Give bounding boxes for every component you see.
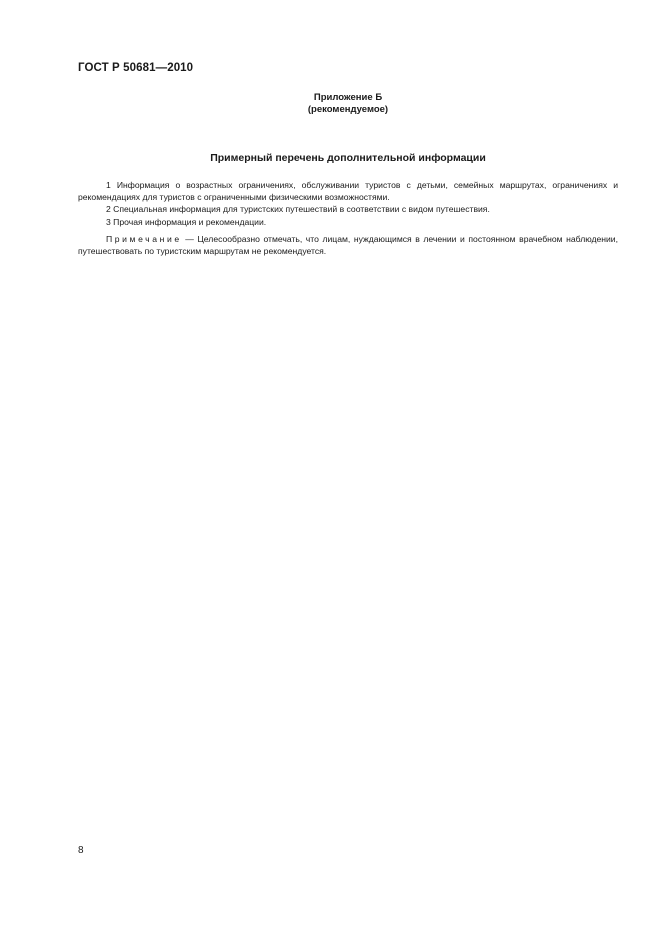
list-item: 1 Информация о возрастных ограничениях, обслуживании туристов с детьми, семейных маршрутах, ограничениях и рекомендациях для туристов с ограниченными физическими возможностями. bbox=[78, 180, 618, 203]
appendix-subtitle: (рекомендуемое) bbox=[307, 104, 389, 115]
appendix-title: Приложение Б bbox=[313, 92, 383, 103]
page-number: 8 bbox=[78, 845, 84, 856]
appendix-heading bbox=[78, 92, 618, 116]
standard-designation: ГОСТ Р 50681—2010 bbox=[78, 62, 194, 74]
list-item: 2 Специальная информация для туристских путешествий в соответствии с видом путешествия. bbox=[106, 204, 490, 215]
body-text bbox=[78, 179, 618, 257]
list-item: 3 Прочая информация и рекомендации. bbox=[106, 216, 267, 227]
section-title: Примерный перечень дополнительной информации bbox=[210, 152, 486, 164]
note-text: — Целесообразно отмечать, что лицам, нуждающимся в лечении и постоянном врачебном наблюдении, путешествовать по туристским маршрутам не рекомендуется. bbox=[78, 233, 618, 257]
note-label: Примечание bbox=[106, 233, 182, 244]
note-paragraph bbox=[78, 233, 618, 257]
